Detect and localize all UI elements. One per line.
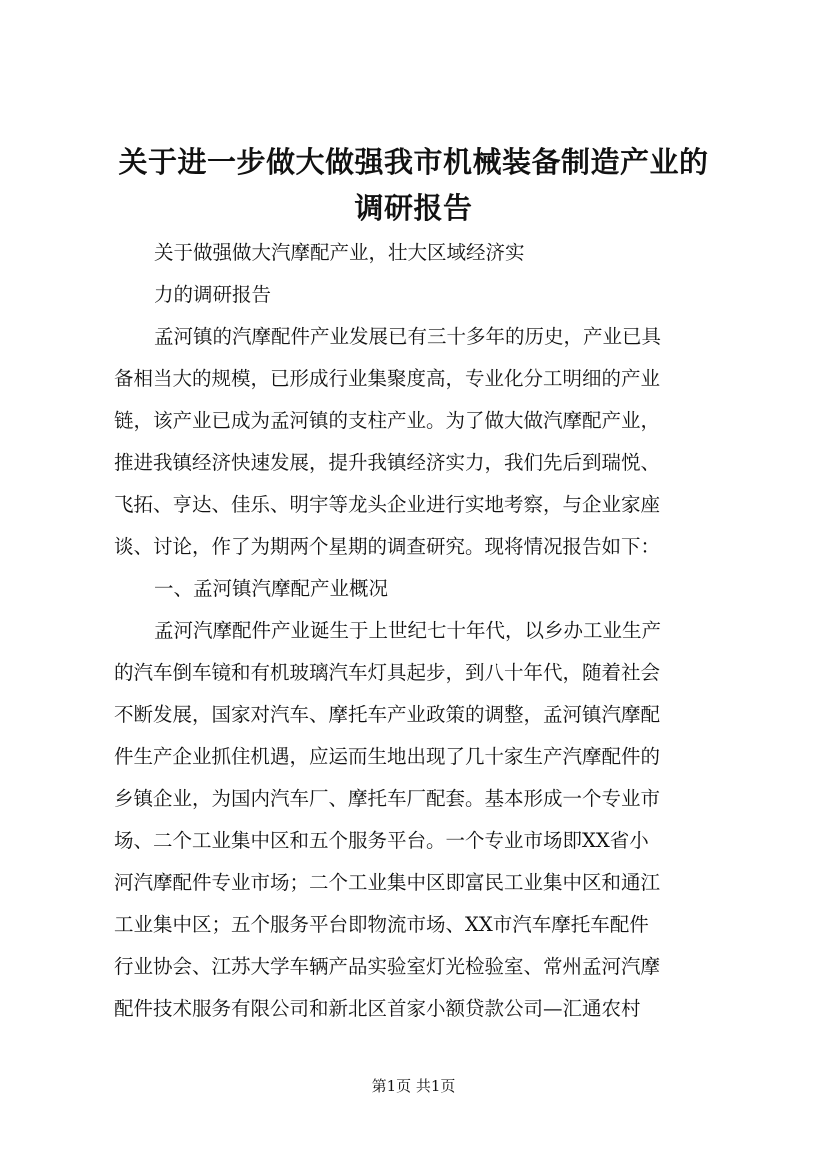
body-line: 孟河镇的汽摩配件产业发展已有三十多年的历史，产业已具: [154, 325, 662, 348]
body-line: 的汽车倒车镜和有机玻璃汽车灯具起步，到八十年代，随着社会: [114, 661, 661, 684]
body-line: 推进我镇经济快速发展，提升我镇经济实力，我们先后到瑞悦、: [114, 451, 661, 474]
body-line: 孟河汽摩配件产业诞生于上世纪七十年代，以乡办工业生产: [154, 619, 662, 642]
body-line: 链，该产业已成为孟河镇的支柱产业。为了做大做汽摩配产业，: [114, 409, 661, 432]
body-line: 关于做强做大汽摩配产业，壮大区域经济实: [154, 241, 525, 264]
body-line: 一、孟河镇汽摩配产业概况: [154, 577, 389, 600]
body-line: 力的调研报告: [154, 283, 272, 306]
body-line: 不断发展，国家对汽车、摩托车产业政策的调整，孟河镇汽摩配: [114, 703, 661, 726]
title-line: 调研报告: [354, 191, 473, 225]
body-line: 飞拓、亨达、佳乐、明宇等龙头企业进行实地考察，与企业家座: [114, 493, 661, 516]
body-line: 配件技术服务有限公司和新北区首家小额贷款公司—汇通农村: [114, 997, 641, 1020]
body-line: 行业协会、江苏大学车辆产品实验室灯光检验室、常州孟河汽摩: [114, 955, 661, 978]
body-line: 河汽摩配件专业市场；二个工业集中区即富民工业集中区和通江: [114, 871, 661, 894]
body-line: 工业集中区；五个服务平台即物流市场、XX市汽车摩托车配件: [114, 913, 649, 936]
document-body: [114, 232, 742, 1030]
body-line: 件生产企业抓住机遇，应运而生地出现了几十家生产汽摩配件的: [114, 745, 661, 768]
body-line: 谈、讨论，作了为期两个星期的调查研究。现将情况报告如下：: [114, 535, 661, 558]
document-title: [100, 139, 727, 231]
title-line: 关于进一步做大做强我市机械装备制造产业的: [118, 145, 709, 179]
body-line: 乡镇企业，为国内汽车厂、摩托车厂配套。基本形成一个专业市: [114, 787, 661, 810]
page-footer: 第1页 共1页: [371, 1077, 456, 1095]
body-line: 场、二个工业集中区和五个服务平台。一个专业市场即XX省小: [114, 829, 649, 852]
body-line: 备相当大的规模，已形成行业集聚度高，专业化分工明细的产业: [114, 367, 661, 390]
